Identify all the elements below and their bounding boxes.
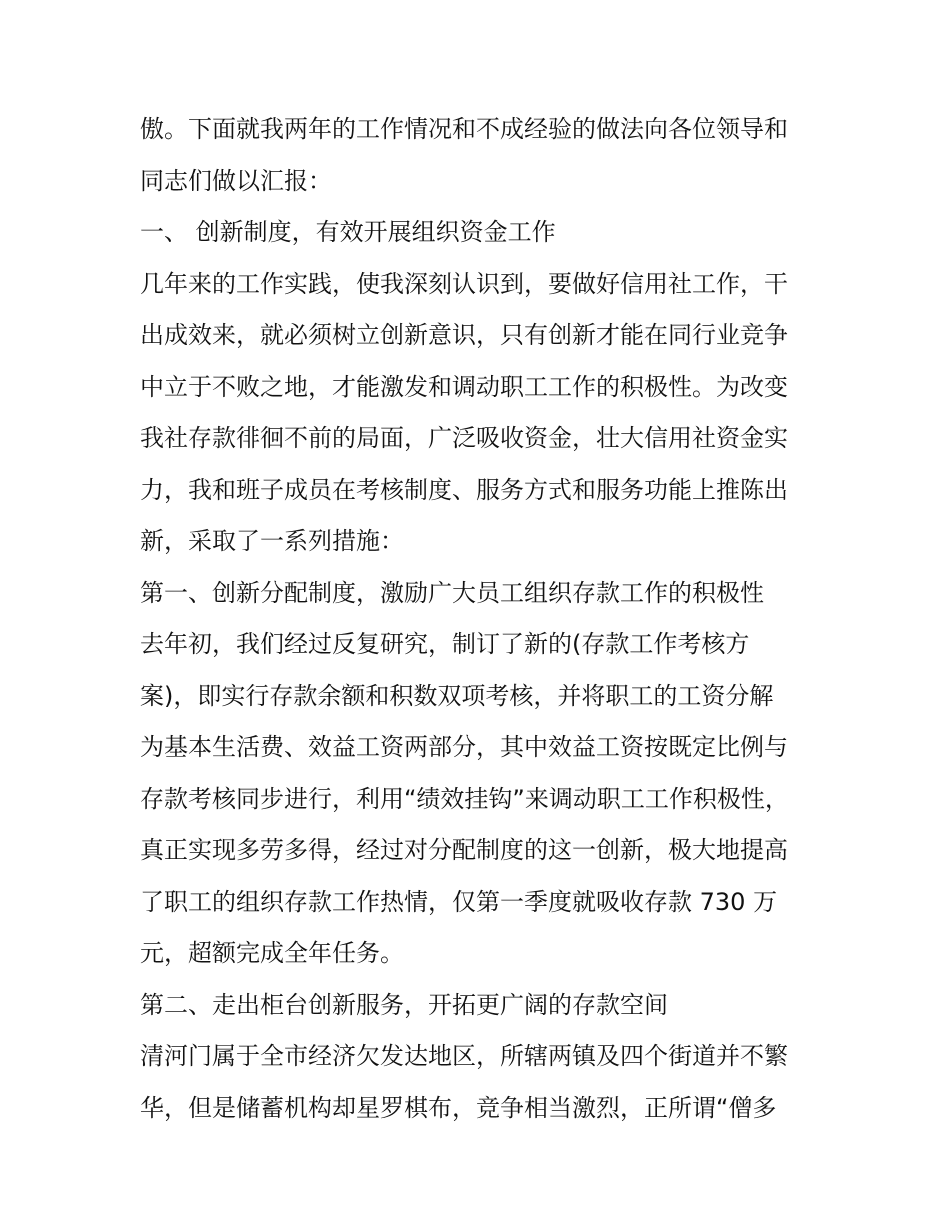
text-line: 清河门属于全市经济欠发达地区，所辖两镇及四个街道并不繁 — [140, 1042, 788, 1070]
text-line: 同志们做以汇报： — [140, 166, 332, 195]
text-line: 案)，即实行存款余额和积数双项考核，并将职工的工资分解 — [140, 681, 774, 710]
text-line: 元，超额完成全年任务。 — [140, 939, 404, 967]
text-line: 出成效来，就必须树立创新意识，只有创新才能在同行业竞争 — [140, 321, 788, 349]
text-line: 新，采取了一系列措施： — [140, 527, 404, 555]
text-line: 几年来的工作实践，使我深刻认识到，要做好信用社工作，干 — [140, 269, 788, 298]
subsection-heading: 第二、走出柜台创新服务，开拓更广阔的存款空间 — [140, 990, 668, 1019]
text-line: 傲。下面就我两年的工作情况和不成经验的做法向各位领导和 — [140, 115, 788, 143]
body-text — [140, 104, 820, 1134]
text-line: 存款考核同步进行，利用“绩效挂钩”来调动职工工作积极性， — [140, 784, 789, 813]
text-line: 为基本生活费、效益工资两部分，其中效益工资按既定比例与 — [140, 733, 788, 761]
text-line: 真正实现多劳多得，经过对分配制度的这一创新，极大地提高 — [140, 836, 788, 864]
text-line: 了职工的组织存款工作热情，仅第一季度就吸收存款 730 万 — [140, 887, 778, 916]
text-line: 力，我和班子成员在考核制度、服务方式和服务功能上推陈出 — [140, 475, 788, 504]
text-line: 华，但是储蓄机构却星罗棋布，竞争相当激烈，正所谓“僧多 — [140, 1093, 777, 1122]
section-heading: 一、 创新制度，有效开展组织资金工作 — [140, 218, 556, 246]
text-line: 去年初，我们经过反复研究，制订了新的(存款工作考核方 — [140, 630, 750, 658]
text-line: 我社存款徘徊不前的局面，广泛吸收资金，壮大信用社资金实 — [140, 424, 788, 452]
subsection-heading: 第一、创新分配制度，激励广大员工组织存款工作的积极性 — [140, 578, 764, 607]
text-line: 中立于不败之地，才能激发和调动职工工作的积极性。为改变 — [140, 372, 788, 401]
